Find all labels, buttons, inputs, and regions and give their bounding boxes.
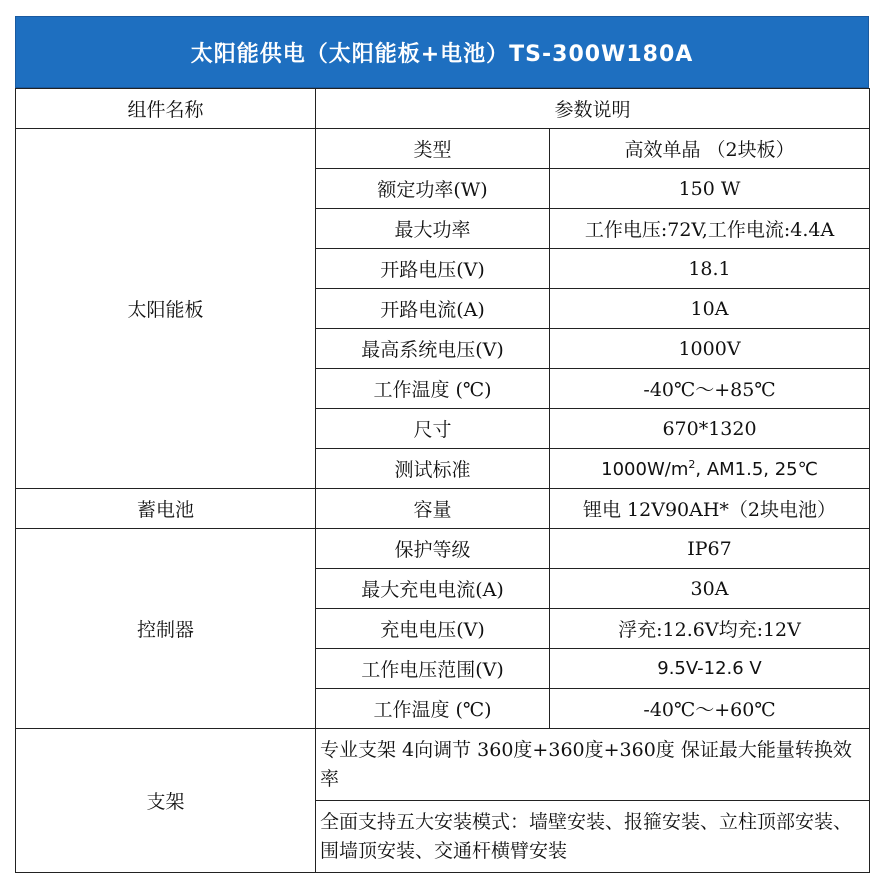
test-standard-rest: , AM1.5, 25℃ [695,458,818,480]
param-value: -40℃～+60℃ [550,689,870,729]
param-label: 保护等级 [316,529,550,569]
param-label: 最大充电电流(A) [316,569,550,609]
param-value [550,449,870,489]
param-label: 工作温度 (℃) [316,689,550,729]
param-value: 150 W [550,169,870,209]
test-standard-irradiance: 1000W/m [601,458,689,480]
param-label: 充电电压(V) [316,609,550,649]
header-params: 参数说明 [316,89,870,129]
param-label: 容量 [316,489,550,529]
param-value: 1000V [550,329,870,369]
param-value: 浮充:12.6V均充:12V [550,609,870,649]
group-controller: 控制器 [16,529,316,729]
param-value: -40℃～+85℃ [550,369,870,409]
param-label: 开路电流(A) [316,289,550,329]
bracket-description: 专业支架 4向调节 360度+360度+360度 保证最大能量转换效率 [316,729,870,801]
group-solar-panel: 太阳能板 [16,129,316,489]
param-label: 最高系统电压(V) [316,329,550,369]
param-label: 最大功率 [316,209,550,249]
bracket-mounting-modes: 全面支持五大安装模式：墙壁安装、报箍安装、立柱顶部安装、围墙顶安装、交通杆横臂安装 [316,801,870,873]
table-row [16,529,870,569]
sheet-title: 太阳能供电（太阳能板+电池）TS-300W180A [15,16,869,88]
table-row [16,129,870,169]
param-value: 30A [550,569,870,609]
param-label: 工作温度 (℃) [316,369,550,409]
spec-table [15,88,870,873]
superscript-exponent: 2 [688,457,696,471]
param-value: IP67 [550,529,870,569]
param-label: 类型 [316,129,550,169]
param-value: 高效单晶 （2块板） [550,129,870,169]
group-bracket: 支架 [16,729,316,873]
group-battery: 蓄电池 [16,489,316,529]
param-label: 尺寸 [316,409,550,449]
param-label: 开路电压(V) [316,249,550,289]
param-value: 工作电压:72V,工作电流:4.4A [550,209,870,249]
table-row [16,489,870,529]
spec-sheet [15,16,869,873]
header-component: 组件名称 [16,89,316,129]
param-label: 额定功率(W) [316,169,550,209]
param-value: 10A [550,289,870,329]
param-value: 670*1320 [550,409,870,449]
param-label: 工作电压范围(V) [316,649,550,689]
param-value: 18.1 [550,249,870,289]
param-label: 测试标准 [316,449,550,489]
table-row [16,729,870,801]
param-value: 9.5V-12.6 V [550,649,870,689]
param-value: 锂电 12V90AH*（2块电池） [550,489,870,529]
header-row [16,89,870,129]
